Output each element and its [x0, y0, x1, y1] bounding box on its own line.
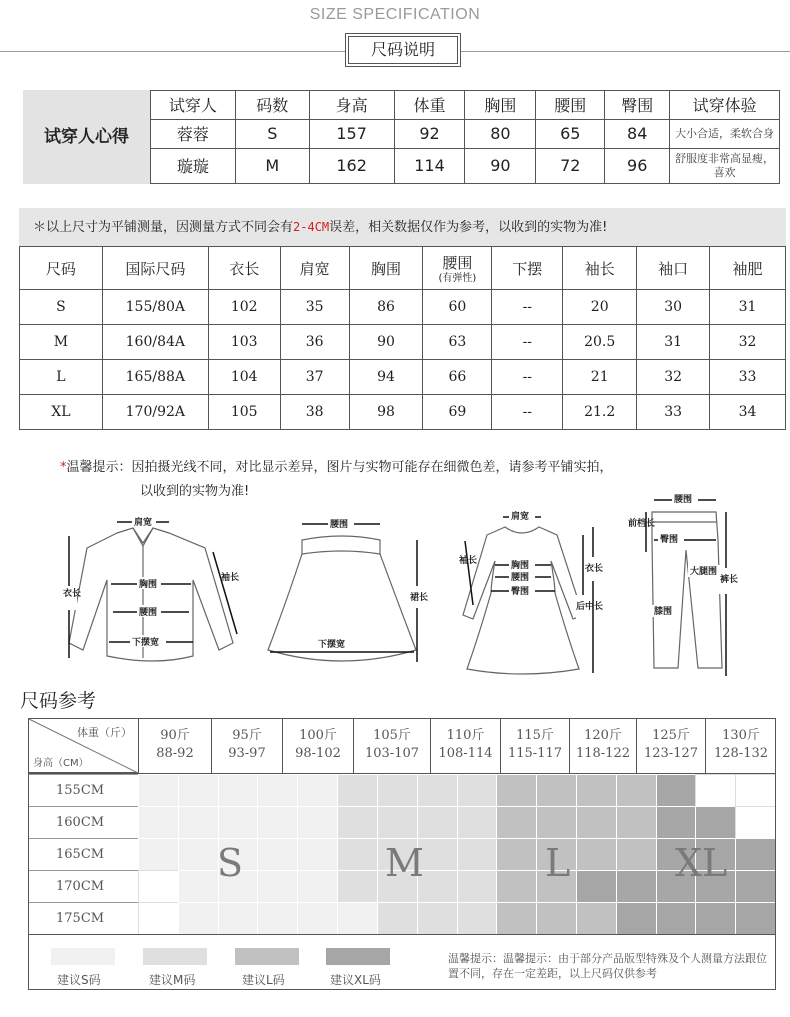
size-cell: 170/92A	[102, 395, 208, 430]
size-cell-m	[377, 806, 417, 838]
header-divider-right	[461, 51, 790, 52]
size-cell-l	[496, 838, 536, 870]
size-cell: L	[20, 360, 103, 395]
weight-jin: 120斤	[584, 728, 622, 743]
tip-text: 温馨提示：因拍摄光线不同，对比显示差异，图片与实物可能存在细微色差，请参考平铺实拍，	[66, 460, 613, 475]
weight-column-header	[430, 719, 500, 773]
size-zone-label: S	[217, 841, 244, 885]
grid-corner	[29, 719, 138, 773]
reference-warm-tip: 温馨提示：温馨提示：由于部分产品版型特殊及个人测量方法跟位置不同，存在一定差距，以上尺码仅供参考	[448, 952, 767, 980]
pants-label-knee: 膝围	[654, 607, 673, 617]
legend-swatch-s	[51, 948, 115, 965]
size-cell-m	[337, 838, 377, 870]
size-cell-xl	[616, 902, 656, 934]
weight-column-header	[636, 719, 705, 773]
size-header-cell: 国际尺码	[102, 247, 208, 290]
legend-label-l: 建议L码	[242, 973, 285, 987]
size-cell-s	[297, 774, 337, 806]
waist-header-label: 腰围	[442, 253, 473, 272]
shirt-label-shoulder: 肩宽	[134, 518, 153, 528]
note-text-pre: ＊以上尺寸为平铺测量，因测量方式不同会有	[33, 220, 294, 235]
weight-jin: 100斤	[299, 728, 337, 743]
dress-diagram	[455, 505, 604, 677]
trial-header-cell: 胸围	[465, 91, 536, 120]
shirt-label-hem: 下摆宽	[132, 638, 160, 648]
size-cell: 102	[208, 290, 280, 325]
weight-jin: 110斤	[446, 728, 485, 743]
size-cell: --	[492, 290, 563, 325]
size-reference-grid	[28, 718, 776, 990]
weight-range: 103-107	[364, 746, 420, 761]
size-cell: 30	[637, 290, 710, 325]
trial-cell: 114	[394, 148, 465, 183]
size-table	[19, 246, 786, 430]
dress-label-shoulder: 肩宽	[511, 512, 530, 522]
size-cell-s	[257, 838, 297, 870]
size-cell-s	[138, 838, 178, 870]
weight-jin: 95斤	[232, 728, 262, 743]
skirt-diagram	[262, 510, 432, 670]
size-cell-s	[178, 902, 218, 934]
size-cell: 103	[208, 325, 280, 360]
trial-header-cell: 试穿人	[151, 91, 236, 120]
size-cell-xl	[735, 870, 775, 902]
size-cell-m	[417, 774, 457, 806]
size-row	[20, 395, 786, 430]
size-cell: 94	[349, 360, 423, 395]
pants-label-rise: 前档长	[628, 519, 656, 529]
size-cell-s	[178, 838, 218, 870]
weight-range: 115-117	[507, 746, 563, 761]
trial-cell: 92	[394, 119, 465, 148]
size-cell-m	[457, 902, 497, 934]
size-cell-l	[496, 774, 536, 806]
size-cell-l	[496, 902, 536, 934]
size-cell-xl	[656, 806, 696, 838]
size-cell-s	[257, 774, 297, 806]
size-cell-w	[735, 774, 775, 806]
size-cell-w	[735, 806, 775, 838]
size-cell: 36	[280, 325, 349, 360]
size-cell: 32	[637, 360, 710, 395]
size-cell-l	[576, 774, 616, 806]
dress-label-chest: 胸围	[511, 561, 530, 571]
pants-label-length: 裤长	[720, 575, 739, 585]
size-row	[20, 360, 786, 395]
weight-column-header	[569, 719, 636, 773]
size-cell-xl	[656, 902, 696, 934]
pants-diagram	[620, 490, 740, 682]
trial-header-cell: 腰围	[536, 91, 605, 120]
header-title-en: SIZE SPECIFICATION	[309, 6, 481, 23]
pants-label-thigh: 大腿围	[690, 567, 718, 577]
corner-weight-label: 体重（斤）	[77, 726, 132, 739]
size-cell: 20	[563, 290, 637, 325]
size-row	[20, 290, 786, 325]
shirt-label-sleeve: 袖长	[221, 573, 240, 583]
size-cell: 105	[208, 395, 280, 430]
size-header-cell: 下摆	[492, 247, 563, 290]
trial-cell: 90	[465, 148, 536, 183]
weight-column-header	[353, 719, 430, 773]
height-row-label: 175CM	[29, 902, 138, 934]
weight-jin: 115斤	[516, 728, 554, 743]
size-cell-m	[337, 870, 377, 902]
dress-label-hip: 臀围	[511, 587, 530, 597]
trial-header-row	[151, 91, 780, 120]
size-cell-m	[417, 806, 457, 838]
size-cell: 37	[280, 360, 349, 395]
skirt-label-waist: 腰围	[330, 520, 349, 530]
weight-range: 118-122	[575, 746, 631, 761]
size-cell-w	[138, 870, 178, 902]
weight-range: 123-127	[643, 746, 699, 761]
weight-column-header	[211, 719, 282, 773]
size-cell-s	[178, 774, 218, 806]
size-cell-s	[218, 902, 258, 934]
shirt-diagram	[55, 508, 255, 673]
trial-cell: 蓉蓉	[151, 119, 236, 148]
trial-row	[151, 148, 780, 183]
weight-column-header	[138, 719, 211, 773]
size-cell-s	[297, 902, 337, 934]
dress-label-length: 衣长	[585, 564, 604, 574]
size-cell-l	[576, 902, 616, 934]
size-cell-s	[178, 870, 218, 902]
trial-cell: 璇璇	[151, 148, 236, 183]
trial-header-cell: 体重	[394, 91, 465, 120]
size-header-row	[20, 247, 786, 290]
weight-column-header	[282, 719, 353, 773]
weight-jin: 130斤	[722, 728, 760, 743]
size-cell-m	[457, 806, 497, 838]
dress-label-sleeve: 袖长	[459, 556, 478, 566]
size-cell: --	[492, 325, 563, 360]
weight-range: 128-132	[713, 746, 769, 761]
size-cell-s	[297, 838, 337, 870]
legend-label-m: 建议M码	[149, 973, 196, 987]
size-cell-s	[297, 806, 337, 838]
tip-star: *	[60, 460, 67, 475]
measurement-note	[19, 208, 786, 246]
size-header-cell-waist	[423, 247, 492, 290]
size-header-cell: 衣长	[208, 247, 280, 290]
size-cell: 69	[423, 395, 492, 430]
dress-label-back-length: 后中长	[576, 602, 604, 612]
size-cell: S	[20, 290, 103, 325]
trial-cell-experience: 大小合适，柔软合身	[670, 119, 780, 148]
shirt-label-length: 衣长	[63, 589, 82, 599]
size-cell-l	[616, 774, 656, 806]
skirt-label-length: 裙长	[410, 593, 429, 603]
size-cell-l	[536, 774, 576, 806]
header-title-box	[345, 33, 461, 67]
size-cell: --	[492, 360, 563, 395]
trial-cell: 80	[465, 119, 536, 148]
size-cell-l	[536, 806, 576, 838]
size-cell-m	[457, 838, 497, 870]
size-cell: 33	[710, 360, 786, 395]
size-cell-xl	[735, 902, 775, 934]
shirt-label-waist: 腰围	[139, 608, 158, 618]
size-cell: 66	[423, 360, 492, 395]
height-row-label: 165CM	[29, 838, 138, 870]
height-row-label: 170CM	[29, 870, 138, 902]
size-cell: 165/88A	[102, 360, 208, 395]
color-tip-line2: 以收到的实物为准!	[140, 484, 250, 499]
size-cell: 21	[563, 360, 637, 395]
weight-range: 88-92	[156, 746, 194, 761]
size-cell: 31	[637, 325, 710, 360]
pants-label-waist: 腰围	[674, 495, 693, 505]
waist-elastic-note: (有弹性)	[438, 272, 477, 284]
note-text-post: 误差，相关数据仅作为参考，以收到的实物为准!	[329, 220, 608, 235]
trial-header-cell: 试穿体验	[670, 91, 780, 120]
size-cell: 38	[280, 395, 349, 430]
size-cell: 20.5	[563, 325, 637, 360]
size-cell-s	[257, 806, 297, 838]
size-row	[20, 325, 786, 360]
trial-cell: 162	[309, 148, 394, 183]
color-tip-line1	[60, 456, 613, 475]
size-cell-s	[297, 870, 337, 902]
size-cell-l	[616, 838, 656, 870]
legend-swatch-xl	[326, 948, 390, 965]
size-cell-m	[337, 774, 377, 806]
legend-label-xl: 建议XL码	[330, 973, 381, 987]
size-cell-l	[576, 838, 616, 870]
weight-range: 98-102	[295, 746, 341, 761]
trial-header-cell: 身高	[309, 91, 394, 120]
size-cell-m	[377, 774, 417, 806]
size-header-cell: 尺码	[20, 247, 103, 290]
size-cell: 34	[710, 395, 786, 430]
size-cell: 98	[349, 395, 423, 430]
size-cell: 31	[710, 290, 786, 325]
height-row-label: 155CM	[29, 774, 138, 806]
size-cell: 33	[637, 395, 710, 430]
size-cell-w	[695, 774, 735, 806]
trial-cell: 72	[536, 148, 605, 183]
size-cell-w	[138, 902, 178, 934]
legend-swatch-m	[143, 948, 207, 965]
size-cell: 32	[710, 325, 786, 360]
trial-cell: 157	[309, 119, 394, 148]
size-cell-m	[457, 774, 497, 806]
size-cell-s	[218, 806, 258, 838]
trial-cell: S	[235, 119, 309, 148]
size-cell: XL	[20, 395, 103, 430]
grid-bottom-divider	[29, 934, 775, 935]
size-cell-l	[536, 902, 576, 934]
size-cell-m	[457, 870, 497, 902]
size-cell-l	[496, 870, 536, 902]
size-cell-xl	[735, 838, 775, 870]
size-header-cell: 肩宽	[280, 247, 349, 290]
size-header-cell: 袖长	[563, 247, 637, 290]
legend-swatch-l	[235, 948, 299, 965]
size-cell-xl	[576, 870, 616, 902]
skirt-label-hem: 下摆宽	[318, 640, 346, 650]
trial-row	[151, 119, 780, 148]
trial-cell: M	[235, 148, 309, 183]
trial-header-cell: 码数	[235, 91, 309, 120]
size-zone-label: L	[545, 841, 571, 885]
size-cell: M	[20, 325, 103, 360]
size-cell-s	[138, 774, 178, 806]
weight-jin: 105斤	[373, 728, 411, 743]
legend-label-s: 建议S码	[57, 973, 101, 987]
size-header-cell: 袖口	[637, 247, 710, 290]
size-cell-s	[257, 870, 297, 902]
trial-header-cell: 臀围	[605, 91, 670, 120]
size-cell: 160/84A	[102, 325, 208, 360]
trial-cell: 84	[605, 119, 670, 148]
size-cell-xl	[695, 902, 735, 934]
weight-jin: 90斤	[160, 728, 190, 743]
weight-jin: 125斤	[652, 728, 690, 743]
note-text-error-range: 2-4CM	[293, 220, 330, 234]
size-cell-l	[496, 806, 536, 838]
size-cell: 35	[280, 290, 349, 325]
size-cell-s	[218, 774, 258, 806]
size-cell: 60	[423, 290, 492, 325]
weight-column-header	[500, 719, 569, 773]
pants-label-hip: 臀围	[660, 535, 679, 545]
height-row-label: 160CM	[29, 806, 138, 838]
size-cell: 104	[208, 360, 280, 395]
size-zone-label: XL	[675, 841, 728, 885]
size-cell: 155/80A	[102, 290, 208, 325]
weight-range: 93-97	[228, 746, 266, 761]
size-cell-s	[337, 902, 377, 934]
weight-range: 108-114	[438, 746, 493, 761]
size-cell: 90	[349, 325, 423, 360]
size-cell: 63	[423, 325, 492, 360]
trial-table	[150, 90, 780, 184]
trial-cell-experience: 舒服度非常高显瘦，喜欢	[670, 148, 780, 183]
size-cell-xl	[656, 774, 696, 806]
corner-height-label: 身高（CM）	[33, 758, 89, 769]
size-cell-m	[337, 806, 377, 838]
size-header-cell: 袖肥	[710, 247, 786, 290]
size-cell-l	[576, 806, 616, 838]
trial-cell: 65	[536, 119, 605, 148]
size-cell-xl	[616, 870, 656, 902]
trial-label: 试穿人心得	[23, 90, 150, 184]
dress-label-waist: 腰围	[511, 573, 530, 583]
shirt-label-chest: 胸围	[139, 580, 158, 590]
size-cell: --	[492, 395, 563, 430]
size-cell-xl	[695, 806, 735, 838]
header-title-cn: 尺码说明	[348, 36, 458, 64]
size-cell: 86	[349, 290, 423, 325]
size-reference-title: 尺码参考	[20, 690, 97, 712]
size-cell-s	[178, 806, 218, 838]
size-cell-m	[417, 902, 457, 934]
header-divider-left	[0, 51, 345, 52]
size-cell-s	[138, 806, 178, 838]
size-cell-m	[377, 902, 417, 934]
trial-cell: 96	[605, 148, 670, 183]
size-cell: 21.2	[563, 395, 637, 430]
size-cell-l	[616, 806, 656, 838]
weight-column-header	[705, 719, 776, 773]
size-header-cell: 胸围	[349, 247, 423, 290]
size-cell-s	[257, 902, 297, 934]
size-zone-label: M	[385, 841, 424, 885]
